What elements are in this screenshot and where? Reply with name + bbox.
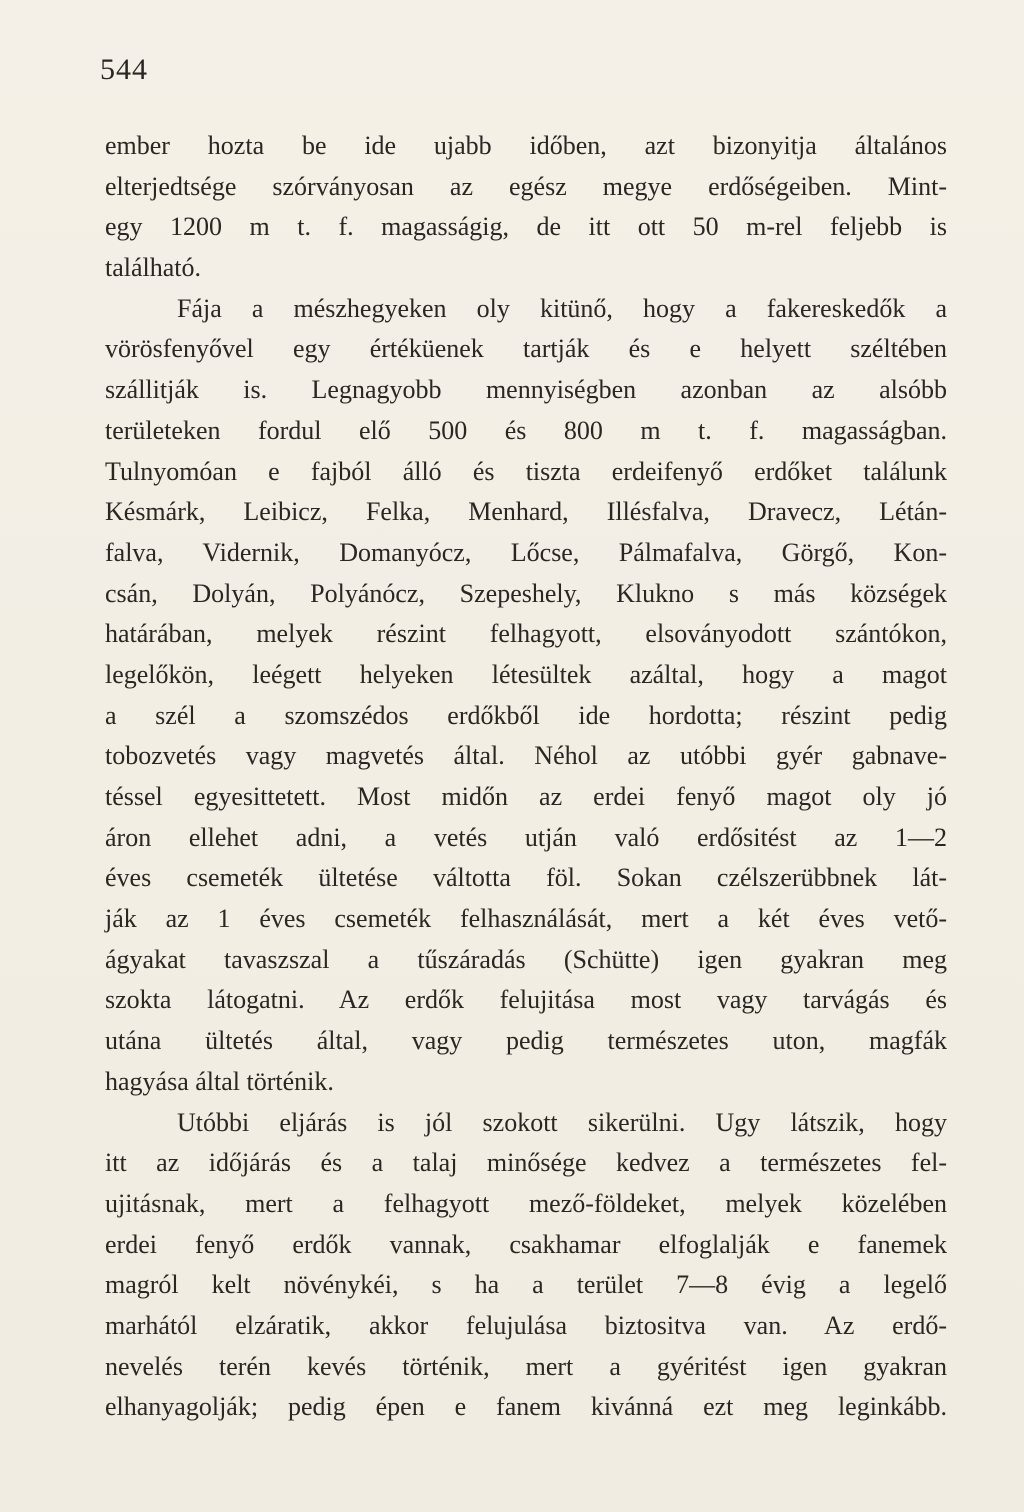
text-line: vörösfenyővel egy értéküenek tartják és e helyett széltében (105, 334, 947, 364)
text-line: nevelés terén kevés történik, mert a gyéritést igen gyakran (105, 1351, 947, 1381)
text-line: ágyakat tavaszszal a tűszáradás (Schütte) igen gyakran meg (105, 944, 947, 974)
text-line: a szél a szomszédos erdőkből ide hordotta; részint pedig (105, 700, 947, 730)
text-line: erdei fenyő erdők vannak, csakhamar elfoglalják e fanemek (105, 1229, 947, 1259)
page-number: 544 (100, 53, 148, 86)
text-line: utána ültetés által, vagy pedig természetes uton, magfák (105, 1026, 947, 1056)
text-line: itt az időjárás és a talaj minősége kedvez a természetes fel- (105, 1148, 947, 1178)
text-line: Utóbbi eljárás is jól szokott sikerülni. Ugy látszik, hogy (177, 1107, 947, 1137)
text-line: szállitják is. Legnagyobb mennyiségben azonban az alsóbb (105, 375, 947, 405)
text-line: elterjedtsége szórványosan az egész megye erdőségeiben. Mint- (105, 171, 947, 201)
text-line: egy 1200 m t. f. magasságig, de itt ott 50 m-rel feljebb is (105, 212, 947, 242)
text-line: hagyása által történik. (105, 1066, 334, 1096)
text-line: legelőkön, leégett helyeken létesültek azáltal, hogy a magot (105, 659, 947, 689)
text-line: szokta látogatni. Az erdők felujitása most vagy tarvágás és (105, 985, 947, 1015)
text-line: található. (105, 253, 202, 283)
text-line: határában, melyek részint felhagyott, elsoványodott szántókon, (105, 619, 947, 649)
text-line: ember hozta be ide ujabb időben, azt bizonyitja általános (105, 131, 947, 160)
text-line: Tulnyomóan e fajból álló és tiszta erdeifenyő erdőket találunk (105, 456, 947, 486)
text-line: falva, Vidernik, Domanyócz, Lőcse, Pálmafalva, Görgő, Kon- (105, 537, 947, 567)
text-line: ják az 1 éves csemeték felhasználását, mert a két éves vető- (105, 904, 947, 934)
text-line: magról kelt növénykéi, s ha a terület 7—8 évig a legelő (105, 1270, 947, 1300)
text-line: téssel egyesittetett. Most midőn az erdei fenyő magot oly jó (105, 782, 947, 811)
text-line: területeken fordul elő 500 és 800 m t. f. magasságban. (105, 415, 947, 445)
body-text (105, 126, 947, 1428)
text-line: marhától elzáratik, akkor felujulása biztositva van. Az erdő- (105, 1310, 947, 1340)
text-line: Késmárk, Leibicz, Felka, Menhard, Illésfalva, Dravecz, Létán- (105, 497, 947, 527)
text-line: elhanyagolják; pedig épen e fanem kivánná ezt meg leginkább. (105, 1392, 947, 1422)
text-line: ujitásnak, mert a felhagyott mező-földeket, melyek közelében (105, 1188, 947, 1218)
text-line: áron ellehet adni, a vetés utján való erdősitést az 1—2 (105, 822, 947, 852)
text-line: éves csemeték ültetése váltotta föl. Sokan czélszerübbnek lát- (105, 863, 947, 893)
text-line: Fája a mészhegyeken oly kitünő, hogy a fakereskedők a (177, 293, 947, 323)
text-line: tobozvetés vagy magvetés által. Néhol az utóbbi gyér gabnave- (105, 741, 947, 771)
text-line: csán, Dolyán, Polyánócz, Szepeshely, Klukno s más községek (105, 578, 947, 608)
